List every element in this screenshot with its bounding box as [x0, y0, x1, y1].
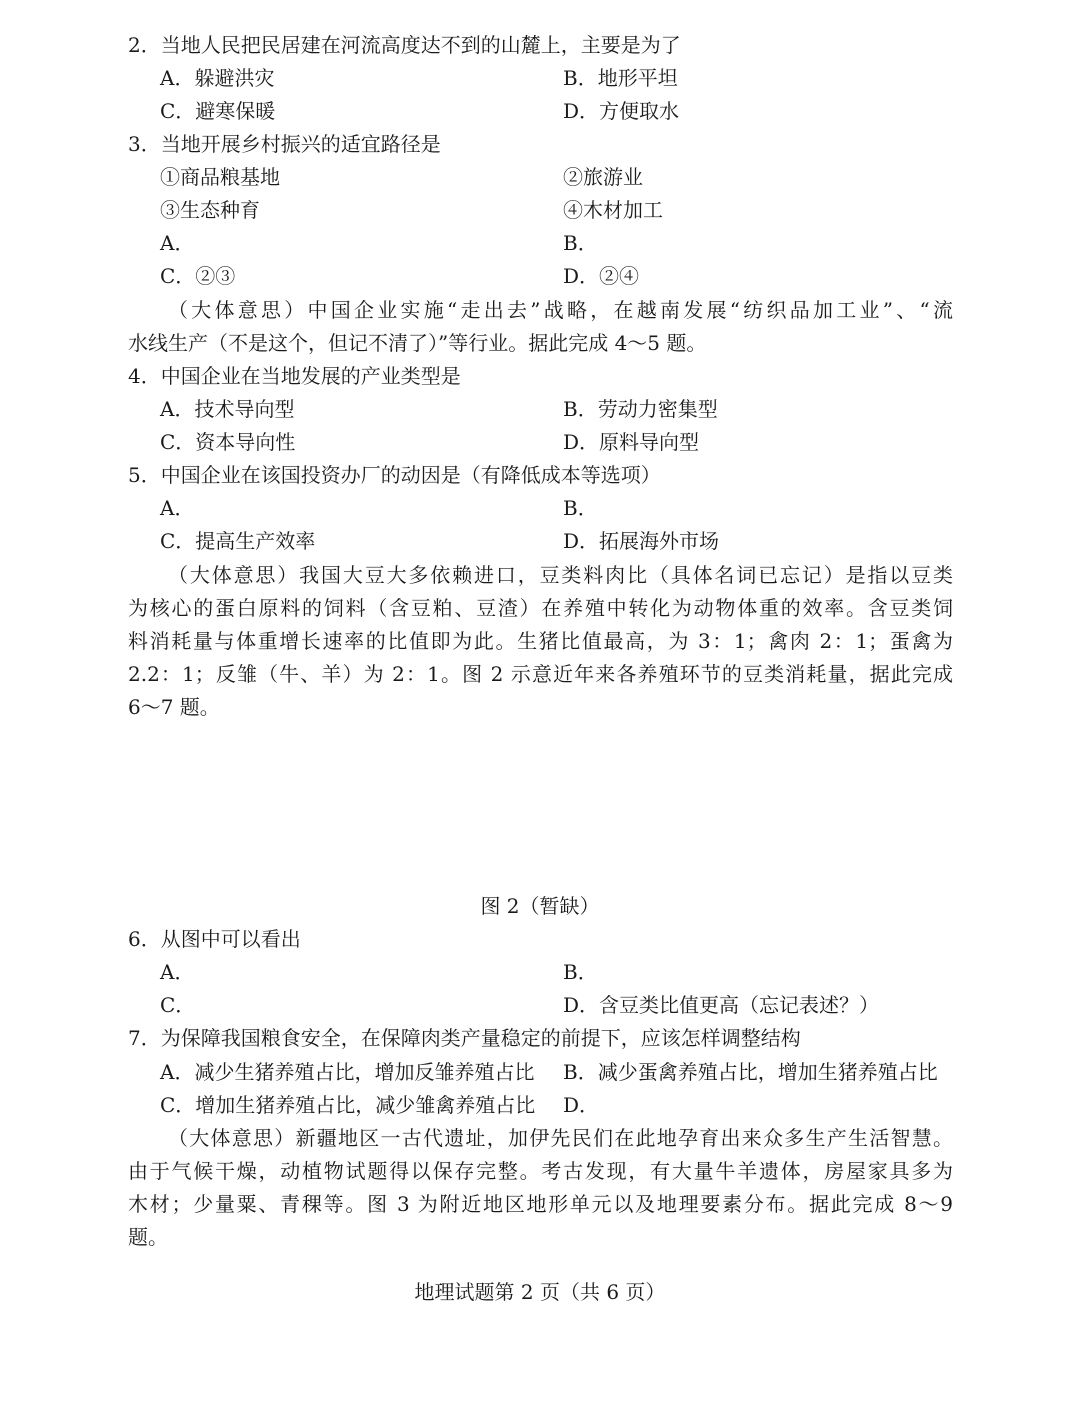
question-4-stem: 4．中国企业在当地发展的产业类型是 [128, 364, 461, 388]
question-5-option-c: C．提高生产效率 [160, 529, 316, 553]
passage-1-line: （大体意思）中国企业实施“走出去”战略，在越南发展“纺织品加工业”、“流 [168, 298, 953, 322]
passage-3-line: 木材；少量粟、青稞等。图 3 为附近地区地形单元以及地理要素分布。据此完成 8～9 [128, 1192, 953, 1216]
question-5-option-d: D．拓展海外市场 [563, 529, 720, 553]
question-6-option-b: B． [563, 960, 598, 984]
question-3-option-c: C．②③ [160, 264, 236, 288]
question-3-item-3: ③生态种育 [160, 198, 260, 222]
question-2-option-a: A．躲避洪灾 [160, 66, 275, 90]
passage-2-line: 料消耗量与体重增长速率的比值即为此。生猪比值最高，为 3：1；禽肉 2：1；蛋禽为 [128, 629, 953, 653]
question-5-stem: 5．中国企业在该国投资办厂的动因是（有降低成本等选项） [128, 463, 661, 487]
question-6-option-a: A． [160, 960, 195, 984]
question-3-item-2: ②旅游业 [563, 165, 643, 189]
question-6-option-d: D．含豆类比值更高（忘记表述？） [563, 993, 880, 1017]
question-5-option-b: B． [563, 496, 598, 520]
question-3-item-1: ①商品粮基地 [160, 165, 280, 189]
passage-3-line: 由于气候干燥，动植物试题得以保存完整。考古发现，有大量牛羊遗体，房屋家具多为 [128, 1159, 953, 1183]
question-6-option-c: C． [160, 993, 196, 1017]
question-4-option-c: C．资本导向性 [160, 430, 296, 454]
passage-2-line: 为核心的蛋白原料的饲料（含豆粕、豆渣）在养殖中转化为动物体重的效率。含豆类饲 [128, 596, 953, 620]
question-2-option-b: B．地形平坦 [563, 66, 678, 90]
question-4-option-a: A．技术导向型 [160, 397, 295, 421]
passage-1-line: 水线生产（不是这个，但记不清了）”等行业。据此完成 4～5 题。 [128, 331, 707, 355]
question-4-option-b: B．劳动力密集型 [563, 397, 718, 421]
page-footer: 地理试题第 2 页（共 6 页） [414, 1280, 666, 1304]
question-6-stem: 6．从图中可以看出 [128, 927, 301, 951]
question-4-option-d: D．原料导向型 [563, 430, 700, 454]
question-2-option-d: D．方便取水 [563, 99, 680, 123]
question-7-option-a: A．减少生猪养殖占比，增加反雏养殖占比 [160, 1060, 535, 1084]
passage-2-line: 6～7 题。 [128, 695, 220, 719]
passage-3-line: （大体意思）新疆地区一古代遗址，加伊先民们在此地孕育出来众多生产生活智慧。 [168, 1126, 953, 1150]
passage-3-line: 题。 [128, 1225, 168, 1249]
passage-2-line: 2.2：1；反雏（牛、羊）为 2：1。图 2 示意近年来各养殖环节的豆类消耗量，据此完成 [128, 662, 953, 686]
question-3-option-b: B． [563, 231, 598, 255]
question-7-option-b: B．减少蛋禽养殖占比，增加生猪养殖占比 [563, 1060, 938, 1084]
question-5-option-a: A． [160, 496, 195, 520]
question-3-item-4: ④木材加工 [563, 198, 663, 222]
question-3-option-d: D．②④ [563, 264, 640, 288]
question-2-option-c: C．避寒保暖 [160, 99, 276, 123]
figure-2-caption: 图 2（暂缺） [480, 894, 600, 918]
question-7-option-d: D． [563, 1093, 600, 1117]
passage-2-line: （大体意思）我国大豆大多依赖进口，豆类料肉比（具体名词已忘记）是指以豆类 [168, 563, 953, 587]
question-3-stem: 3．当地开展乡村振兴的适宜路径是 [128, 132, 441, 156]
question-3-option-a: A． [160, 231, 195, 255]
question-2-stem: 2．当地人民把民居建在河流高度达不到的山麓上，主要是为了 [128, 33, 681, 57]
question-7-stem: 7．为保障我国粮食安全，在保障肉类产量稳定的前提下，应该怎样调整结构 [128, 1026, 801, 1050]
question-7-option-c: C．增加生猪养殖占比，减少雏禽养殖占比 [160, 1093, 536, 1117]
